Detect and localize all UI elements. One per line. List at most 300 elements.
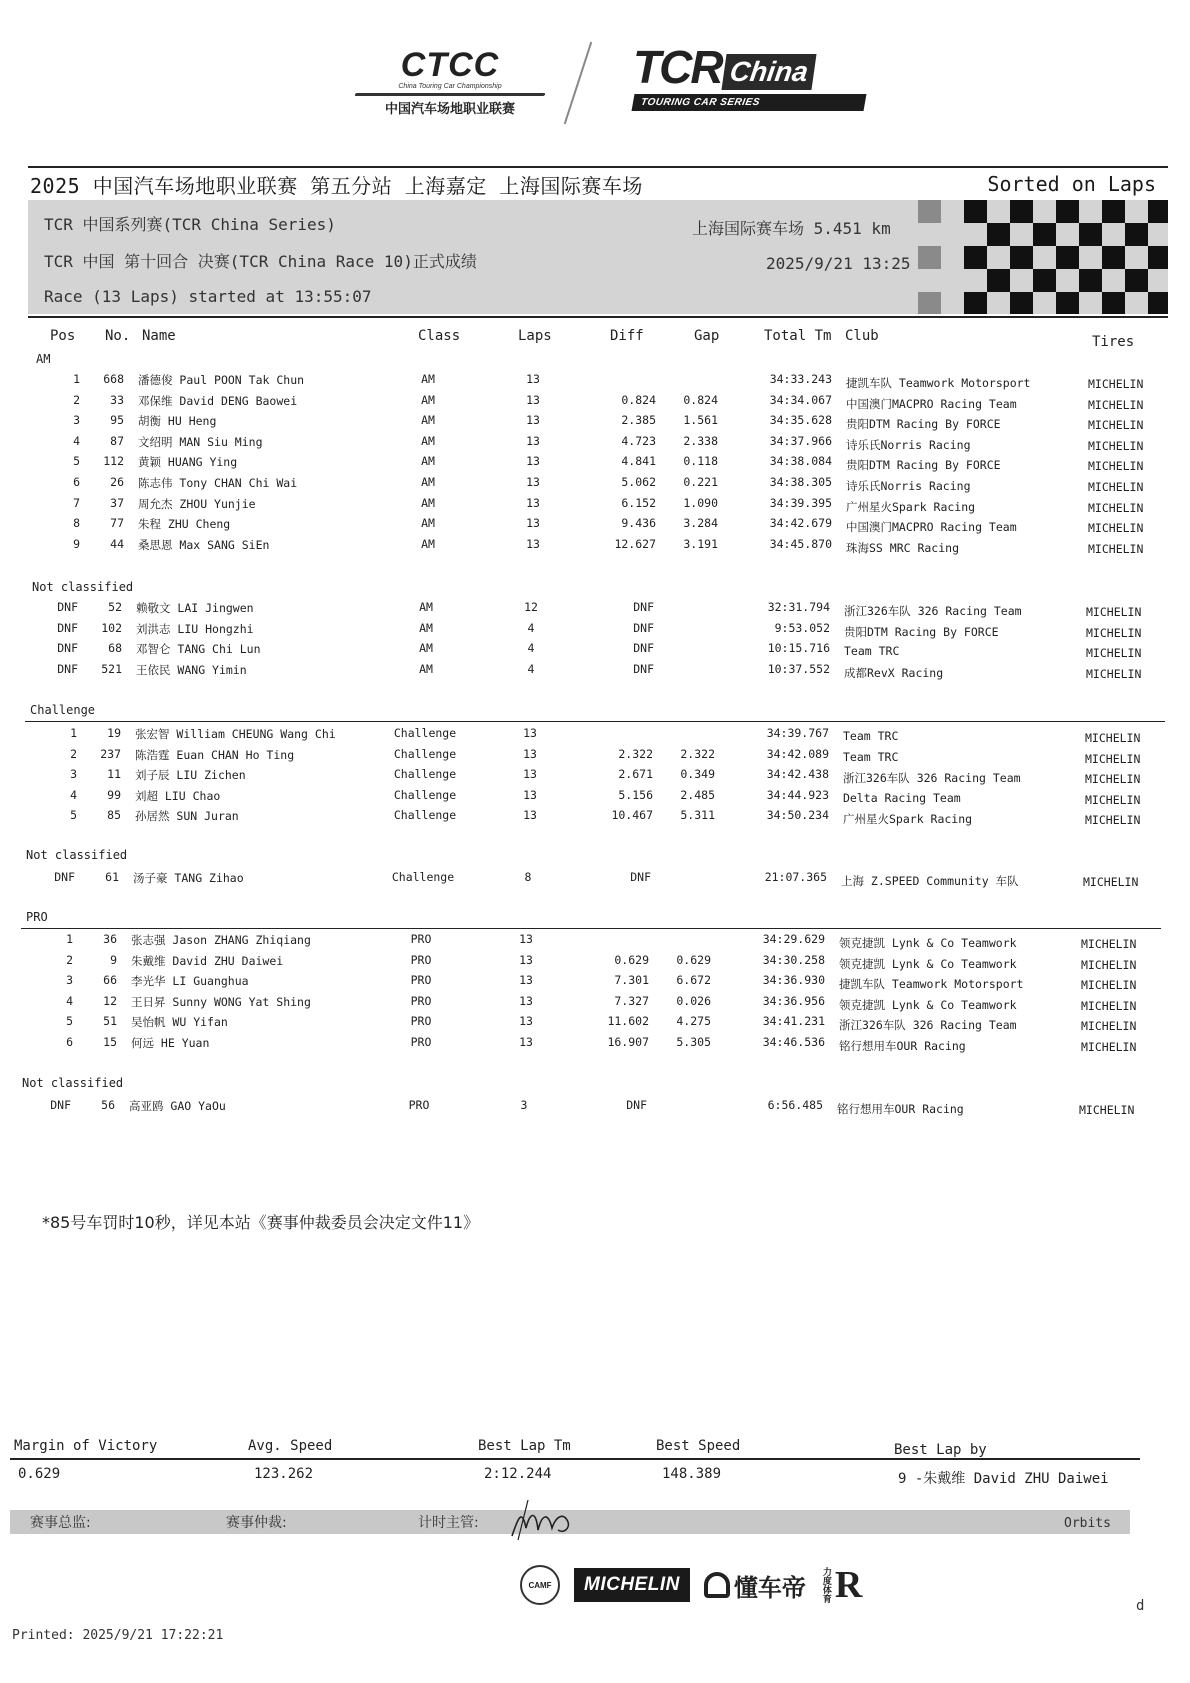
result-cell-club: 广州星火Spark Racing <box>843 812 973 827</box>
result-cell-class: Challenge <box>393 787 457 802</box>
sort-label: Sorted on Laps <box>987 172 1156 196</box>
result-cell-diff: 0.824 <box>621 392 656 407</box>
result-cell-total: 34:36.956 <box>762 993 825 1008</box>
logo-area <box>0 36 1190 136</box>
col-header-tires: Tires <box>1092 334 1135 350</box>
result-cell-club: 诗乐氏Norris Racing <box>846 437 971 452</box>
result-cell-class: AM <box>421 433 435 448</box>
result-cell-gap: 1.561 <box>683 413 718 428</box>
section-rule <box>21 928 1161 929</box>
result-cell-name: 赖敬文 LAI Jingwen <box>136 601 254 615</box>
result-cell-class: AM <box>421 413 435 428</box>
result-cell-laps: 13 <box>526 413 540 428</box>
result-cell-name: 汤子豪 TANG Zihao <box>133 871 244 885</box>
result-cell-gap: 0.221 <box>683 475 718 489</box>
header-rule <box>28 316 1168 318</box>
result-cell-gap: 0.824 <box>683 392 718 407</box>
tcr-logo-mark: TCR <box>633 41 722 93</box>
corner-mark: d <box>1136 1598 1145 1614</box>
result-cell-pos: 5 <box>70 808 77 823</box>
result-cell-club: 领克捷凯 Lynk & Co Teamwork <box>839 997 1017 1012</box>
result-cell-gap: 4.275 <box>676 1014 711 1029</box>
result-cell-name: 周允杰 ZHOU Yunjie <box>138 496 256 511</box>
result-cell-gap: 1.090 <box>683 495 718 510</box>
result-cell-pos: 7 <box>73 495 80 510</box>
summary-header-best-lap-by: Best Lap by <box>894 1442 987 1458</box>
result-cell-total: 34:42.438 <box>766 767 829 782</box>
result-cell-name: 张志强 Jason ZHANG Zhiqiang <box>131 933 311 947</box>
result-cell-name: 王日昇 Sunny WONG Yat Shing <box>131 994 311 1009</box>
result-cell-diff: 6.152 <box>621 495 656 510</box>
result-cell-club: 铭行想用车OUR Racing <box>837 1102 964 1116</box>
result-cell-club: 捷凯车队 Teamwork Motorsport <box>839 977 1024 992</box>
result-cell-name: 吴怡帆 WU Yifan <box>131 1015 228 1030</box>
result-cell-laps: 13 <box>523 726 537 740</box>
camf-logo: CAMF <box>520 1565 560 1605</box>
result-cell-name: 胡衡 HU Heng <box>138 414 217 429</box>
result-cell-class: PRO <box>410 932 432 946</box>
result-cell-diff: 0.629 <box>614 952 649 967</box>
result-cell-class: AM <box>419 641 433 656</box>
result-cell-tires: MICHELIN <box>1088 500 1144 515</box>
result-cell-gap: 6.672 <box>676 973 711 988</box>
result-cell-total: 34:42.089 <box>766 746 829 761</box>
steward-label: 赛事仲裁: <box>226 1515 287 1531</box>
result-cell-diff: 5.062 <box>621 475 656 489</box>
summary-best-lap: 2:12.244 <box>484 1466 552 1482</box>
result-cell-name: 孙居然 SUN Juran <box>135 809 239 824</box>
result-cell-club: 诗乐氏Norris Racing <box>846 479 971 493</box>
result-cell-gap: 3.191 <box>683 536 718 551</box>
result-cell-pos: 2 <box>73 392 80 407</box>
summary-best-speed: 148.389 <box>662 1466 722 1482</box>
summary-avg-speed: 123.262 <box>254 1466 314 1482</box>
col-header-pos: Pos <box>50 328 76 344</box>
result-cell-total: 10:37.552 <box>767 661 830 676</box>
result-cell-name: 何远 HE Yuan <box>131 1036 210 1050</box>
result-cell-total: 34:29.629 <box>762 932 825 946</box>
result-cell-class: PRO <box>410 1035 432 1049</box>
result-cell-name: 王依民 WANG Yimin <box>136 662 247 677</box>
title-rule <box>28 166 1168 168</box>
result-cell-no: 19 <box>107 726 121 740</box>
result-cell-class: AM <box>419 620 433 635</box>
result-cell-total: 34:39.767 <box>766 726 829 740</box>
result-cell-total: 34:38.305 <box>769 475 832 489</box>
result-cell-no: 668 <box>103 372 124 386</box>
result-cell-diff: 2.671 <box>618 767 653 782</box>
result-cell-tires: MICHELIN <box>1085 731 1141 745</box>
result-cell-laps: 4 <box>527 641 535 656</box>
result-cell-laps: 12 <box>524 600 538 614</box>
result-cell-total: 34:46.536 <box>762 1035 825 1049</box>
result-cell-pos: 6 <box>73 475 80 489</box>
col-header-diff: Diff <box>610 328 644 344</box>
result-cell-total: 9:53.052 <box>774 620 830 635</box>
result-cell-club: 成都RevX Racing <box>844 665 944 680</box>
result-cell-tires: MICHELIN <box>1085 792 1141 807</box>
result-cell-pos: 4 <box>73 433 80 448</box>
track-info: 上海国际赛车场 5.451 km <box>692 219 891 238</box>
result-cell-diff: 12.627 <box>614 536 656 551</box>
series-name: TCR 中国系列赛(TCR China Series) <box>44 215 336 234</box>
result-cell-class: Challenge <box>391 870 455 884</box>
result-cell-laps: 13 <box>526 516 540 531</box>
ctcc-logo-mark: CTCC <box>400 46 500 84</box>
result-cell-laps: 13 <box>519 952 533 967</box>
result-cell-laps: 8 <box>524 870 532 884</box>
result-cell-diff: DNF <box>630 870 651 884</box>
result-cell-laps: 13 <box>526 372 540 386</box>
result-cell-pos: 4 <box>70 787 77 802</box>
result-cell-gap: 2.338 <box>683 433 718 448</box>
result-cell-club: 捷凯车队 Teamwork Motorsport <box>846 376 1031 390</box>
result-cell-no: 61 <box>105 870 119 884</box>
result-cell-club: 贵阳DTM Racing By FORCE <box>846 417 1001 432</box>
handwritten-signature <box>508 1498 578 1542</box>
result-cell-class: AM <box>421 475 435 489</box>
result-cell-diff: 16.907 <box>607 1035 649 1049</box>
result-cell-diff: 2.385 <box>621 413 656 428</box>
result-cell-gap: 0.026 <box>676 993 711 1008</box>
result-cell-pos: 6 <box>66 1035 73 1049</box>
not-classified-label: Not classified <box>26 848 128 862</box>
result-cell-tires: MICHELIN <box>1088 521 1144 536</box>
result-cell-gap: 5.305 <box>676 1035 711 1049</box>
result-cell-total: 34:41.231 <box>762 1014 825 1029</box>
section-label: Challenge <box>30 703 96 717</box>
result-cell-tires: MICHELIN <box>1085 751 1141 766</box>
tcr-logo-china: China <box>721 54 816 90</box>
result-cell-tires: MICHELIN <box>1081 957 1137 972</box>
result-cell-name: 刘超 LIU Chao <box>135 788 221 803</box>
result-cell-tires: MICHELIN <box>1086 605 1142 619</box>
section-label: PRO <box>26 910 48 924</box>
result-cell-no: 99 <box>107 787 121 802</box>
result-cell-pos: DNF <box>57 600 78 614</box>
col-header-club: Club <box>845 328 879 344</box>
result-cell-total: 34:45.870 <box>769 536 832 551</box>
result-cell-laps: 13 <box>519 932 533 946</box>
result-cell-name: 桑思恩 Max SANG SiEn <box>138 537 270 552</box>
result-cell-name: 黄颖 HUANG Ying <box>138 455 238 470</box>
result-cell-gap: 3.284 <box>683 516 718 531</box>
result-cell-tires: MICHELIN <box>1086 625 1142 640</box>
result-cell-no: 85 <box>107 808 121 823</box>
ctcc-logo <box>340 46 560 136</box>
result-cell-tires: MICHELIN <box>1085 813 1141 828</box>
result-cell-club: 贵阳DTM Racing By FORCE <box>846 458 1001 473</box>
result-cell-class: PRO <box>410 952 432 967</box>
result-cell-club: 中国澳门MACPRO Racing Team <box>846 520 1017 535</box>
result-cell-no: 52 <box>108 600 122 614</box>
result-cell-class: AM <box>421 495 435 510</box>
result-cell-class: Challenge <box>393 746 457 761</box>
result-cell-total: 34:44.923 <box>766 787 829 802</box>
col-header-name: Name <box>142 328 176 344</box>
orbits-mark: Orbits <box>1064 1516 1111 1531</box>
result-cell-no: 68 <box>108 641 122 656</box>
result-cell-class: AM <box>421 454 435 469</box>
result-cell-name: 李光华 LI Guanghua <box>131 974 249 989</box>
result-cell-diff: 2.322 <box>618 746 653 761</box>
result-cell-tires: MICHELIN <box>1086 646 1142 661</box>
result-cell-no: 44 <box>110 536 124 551</box>
race-director-label: 赛事总监: <box>30 1515 91 1531</box>
result-cell-name: 邓保维 David DENG Baowei <box>138 393 298 408</box>
result-cell-total: 34:38.084 <box>769 454 832 469</box>
section-label: AM <box>36 352 51 366</box>
summary-header-margin: Margin of Victory <box>14 1438 158 1454</box>
result-cell-pos: DNF <box>54 870 75 884</box>
result-cell-club: 广州星火Spark Racing <box>846 499 976 514</box>
result-cell-tires: MICHELIN <box>1081 998 1137 1013</box>
result-cell-no: 102 <box>101 620 122 635</box>
result-cell-pos: 3 <box>73 413 80 428</box>
result-cell-laps: 13 <box>523 767 537 782</box>
result-cell-diff: DNF <box>633 600 654 614</box>
result-cell-laps: 13 <box>526 536 540 551</box>
summary-header-best-lap: Best Lap Tm <box>478 1438 571 1454</box>
result-cell-gap: 5.311 <box>680 808 715 823</box>
result-cell-pos: DNF <box>57 641 78 656</box>
result-cell-laps: 13 <box>526 495 540 510</box>
result-cell-no: 87 <box>110 433 124 448</box>
lidu-r-mark: R <box>834 1564 863 1606</box>
result-cell-name: 文绍明 MAN Siu Ming <box>138 434 263 449</box>
result-cell-gap: 0.118 <box>683 454 718 469</box>
result-cell-tires: MICHELIN <box>1088 418 1144 433</box>
result-cell-total: 34:39.395 <box>769 495 832 510</box>
result-cell-no: 26 <box>110 475 124 489</box>
result-cell-no: 37 <box>110 495 124 510</box>
checkered-flag-pattern <box>918 200 1168 314</box>
result-cell-pos: DNF <box>57 620 78 635</box>
tcr-logo-bar: TOURING CAR SERIES <box>632 94 867 111</box>
result-cell-pos: 5 <box>73 454 80 469</box>
race-start: Race (13 Laps) started at 13:55:07 <box>44 287 372 306</box>
result-cell-gap: 0.349 <box>680 767 715 782</box>
result-cell-diff: DNF <box>633 641 654 656</box>
result-cell-laps: 13 <box>523 746 537 761</box>
summary-header-avg-speed: Avg. Speed <box>248 1438 333 1454</box>
result-cell-tires: MICHELIN <box>1081 1019 1137 1034</box>
result-cell-laps: 13 <box>519 1014 533 1029</box>
result-cell-pos: 4 <box>66 993 73 1008</box>
result-cell-diff: 9.436 <box>621 516 656 531</box>
result-cell-class: PRO <box>410 973 432 988</box>
result-cell-total: 6:56.485 <box>767 1098 823 1112</box>
logo-divider <box>564 42 592 124</box>
result-cell-no: 112 <box>103 454 124 469</box>
result-cell-diff: 10.467 <box>611 808 653 823</box>
result-cell-laps: 13 <box>523 808 537 823</box>
result-cell-name: 陈志伟 Tony CHAN Chi Wai <box>138 476 298 490</box>
result-cell-diff: 4.723 <box>621 433 656 448</box>
result-cell-total: 32:31.794 <box>767 600 830 614</box>
col-header-total: Total Tm <box>764 328 832 344</box>
not-classified-label: Not classified <box>32 580 134 594</box>
ctcc-swoosh <box>354 93 545 96</box>
ctcc-chinese-name: 中国汽车场地职业联赛 <box>384 102 515 117</box>
result-cell-gap: 0.629 <box>676 952 711 967</box>
result-cell-no: 521 <box>101 661 122 676</box>
timing-chief-label: 计时主管: <box>418 1515 479 1531</box>
result-cell-total: 34:30.258 <box>762 952 825 967</box>
result-cell-club: 浙江326车队 326 Racing Team <box>844 604 1022 618</box>
result-cell-tires: MICHELIN <box>1088 459 1144 474</box>
result-cell-name: 高亚鸥 GAO YaOu <box>129 1099 226 1113</box>
result-cell-diff: 11.602 <box>607 1014 649 1029</box>
result-cell-name: 陈浩霆 Euan CHAN Ho Ting <box>135 747 295 762</box>
result-cell-tires: MICHELIN <box>1086 666 1142 681</box>
result-cell-diff: 5.156 <box>618 787 653 802</box>
result-cell-club: 中国澳门MACPRO Racing Team <box>846 396 1017 411</box>
col-header-no: No. <box>105 328 131 344</box>
result-cell-pos: 5 <box>66 1014 73 1029</box>
result-cell-class: Challenge <box>393 808 457 823</box>
result-cell-pos: 8 <box>73 516 80 531</box>
result-cell-gap: 2.485 <box>680 787 715 802</box>
result-cell-diff: DNF <box>633 661 654 676</box>
result-cell-name: 刘子辰 LIU Zichen <box>135 768 246 783</box>
result-cell-club: Team TRC <box>844 644 900 659</box>
result-cell-laps: 13 <box>526 392 540 407</box>
result-cell-pos: 3 <box>70 767 77 782</box>
result-cell-name: 朱程 ZHU Cheng <box>138 517 231 532</box>
result-cell-class: Challenge <box>393 767 457 782</box>
result-cell-no: 15 <box>103 1035 117 1049</box>
result-cell-pos: 2 <box>70 746 77 761</box>
result-cell-name: 邓智仑 TANG Chi Lun <box>136 642 261 657</box>
result-cell-pos: 1 <box>70 726 77 740</box>
result-cell-club: 珠海SS MRC Racing <box>846 540 960 555</box>
result-cell-no: 95 <box>110 413 124 428</box>
result-cell-no: 36 <box>103 932 117 946</box>
result-cell-club: 贵阳DTM Racing By FORCE <box>844 624 999 639</box>
lidu-wordmark: 力度体育 <box>820 1567 831 1603</box>
result-cell-club: 铭行想用车OUR Racing <box>839 1039 966 1053</box>
result-cell-pos: DNF <box>50 1098 71 1112</box>
result-cell-tires: MICHELIN <box>1081 1040 1137 1054</box>
result-cell-pos: DNF <box>57 661 78 676</box>
result-cell-club: Team TRC <box>843 729 899 743</box>
result-cell-pos: 2 <box>66 952 73 967</box>
result-cell-laps: 13 <box>526 475 540 489</box>
tcr-china-logo <box>633 41 873 116</box>
result-cell-pos: 3 <box>66 973 73 988</box>
summary-header-best-speed: Best Speed <box>656 1438 741 1454</box>
result-cell-laps: 13 <box>526 433 540 448</box>
result-cell-tires: MICHELIN <box>1088 541 1144 556</box>
result-cell-total: 34:33.243 <box>769 372 832 386</box>
result-cell-class: AM <box>421 536 435 551</box>
result-cell-no: 51 <box>103 1014 117 1029</box>
result-cell-laps: 13 <box>526 454 540 469</box>
result-cell-class: AM <box>421 392 435 407</box>
result-cell-laps: 13 <box>519 993 533 1008</box>
dongchedi-wordmark: 懂车帝 <box>733 1573 806 1602</box>
result-cell-class: AM <box>421 372 435 386</box>
printed-timestamp: Printed: 2025/9/21 17:22:21 <box>12 1628 224 1643</box>
result-cell-total: 34:37.966 <box>769 433 832 448</box>
summary-margin: 0.629 <box>18 1466 61 1482</box>
dongchedi-icon <box>704 1572 730 1598</box>
result-cell-name: 刘洪志 LIU Hongzhi <box>136 621 254 636</box>
result-cell-diff: 7.327 <box>614 993 649 1008</box>
result-cell-tires: MICHELIN <box>1081 978 1137 993</box>
result-cell-laps: 3 <box>520 1098 528 1112</box>
result-cell-class: Challenge <box>393 726 457 740</box>
result-cell-tires: MICHELIN <box>1079 1103 1135 1117</box>
result-cell-no: 77 <box>110 516 124 531</box>
section-rule <box>25 721 1165 722</box>
result-cell-tires: MICHELIN <box>1088 438 1144 453</box>
result-cell-class: PRO <box>408 1098 430 1112</box>
sponsor-logos <box>520 1560 940 1610</box>
result-cell-tires: MICHELIN <box>1083 875 1139 889</box>
result-cell-club: Delta Racing Team <box>843 790 961 805</box>
result-cell-total: 34:42.679 <box>769 516 832 531</box>
result-cell-diff: 4.841 <box>621 454 656 469</box>
lidu-sports-logo <box>820 1563 862 1607</box>
result-cell-no: 12 <box>103 993 117 1008</box>
col-header-laps: Laps <box>518 328 552 344</box>
result-cell-laps: 13 <box>519 973 533 988</box>
race-date: 2025/9/21 13:25 <box>766 254 911 273</box>
result-cell-no: 237 <box>100 746 121 761</box>
summary-best-lap-by: 9 -朱戴维 David ZHU Daiwei <box>898 1471 1109 1487</box>
col-header-gap: Gap <box>694 328 720 344</box>
result-cell-laps: 4 <box>527 661 535 676</box>
result-cell-diff: DNF <box>626 1098 647 1112</box>
result-cell-class: PRO <box>410 993 432 1008</box>
result-cell-pos: 1 <box>73 372 80 386</box>
not-classified-label: Not classified <box>22 1076 124 1090</box>
result-cell-name: 朱戴维 David ZHU Daiwei <box>131 953 284 968</box>
result-cell-diff: 7.301 <box>614 973 649 988</box>
result-cell-no: 66 <box>103 973 117 988</box>
result-cell-total: 34:36.930 <box>762 973 825 988</box>
summary-rule <box>10 1458 1140 1460</box>
result-cell-total: 34:50.234 <box>766 808 829 823</box>
race-name: TCR 中国 第十回合 决赛(TCR China Race 10)正式成绩 <box>44 252 477 271</box>
result-cell-total: 10:15.716 <box>767 641 830 656</box>
result-cell-club: 上海 Z.SPEED Community 车队 <box>841 874 1019 888</box>
result-cell-club: 浙江326车队 326 Racing Team <box>839 1018 1017 1033</box>
result-cell-club: 领克捷凯 Lynk & Co Teamwork <box>839 936 1017 950</box>
result-cell-total: 21:07.365 <box>764 870 827 884</box>
event-title: 2025 中国汽车场地职业联赛 第五分站 上海嘉定 上海国际赛车场 <box>30 174 643 198</box>
result-cell-no: 33 <box>110 392 124 407</box>
result-cell-laps: 13 <box>519 1035 533 1049</box>
result-cell-tires: MICHELIN <box>1081 937 1137 951</box>
result-cell-diff: DNF <box>633 620 654 635</box>
result-cell-laps: 13 <box>523 787 537 802</box>
result-cell-gap: 2.322 <box>680 746 715 761</box>
result-cell-no: 11 <box>107 767 121 782</box>
result-cell-no: 9 <box>110 952 117 967</box>
result-cell-tires: MICHELIN <box>1088 397 1144 412</box>
result-cell-pos: 9 <box>73 536 80 551</box>
result-cell-club: 浙江326车队 326 Racing Team <box>843 771 1021 786</box>
result-cell-no: 56 <box>101 1098 115 1112</box>
result-cell-class: AM <box>421 516 435 531</box>
result-cell-pos: 1 <box>66 932 73 946</box>
result-cell-tires: MICHELIN <box>1085 772 1141 787</box>
result-cell-total: 34:35.628 <box>769 413 832 428</box>
result-cell-name: 张宏智 William CHEUNG Wang Chi <box>135 727 336 741</box>
